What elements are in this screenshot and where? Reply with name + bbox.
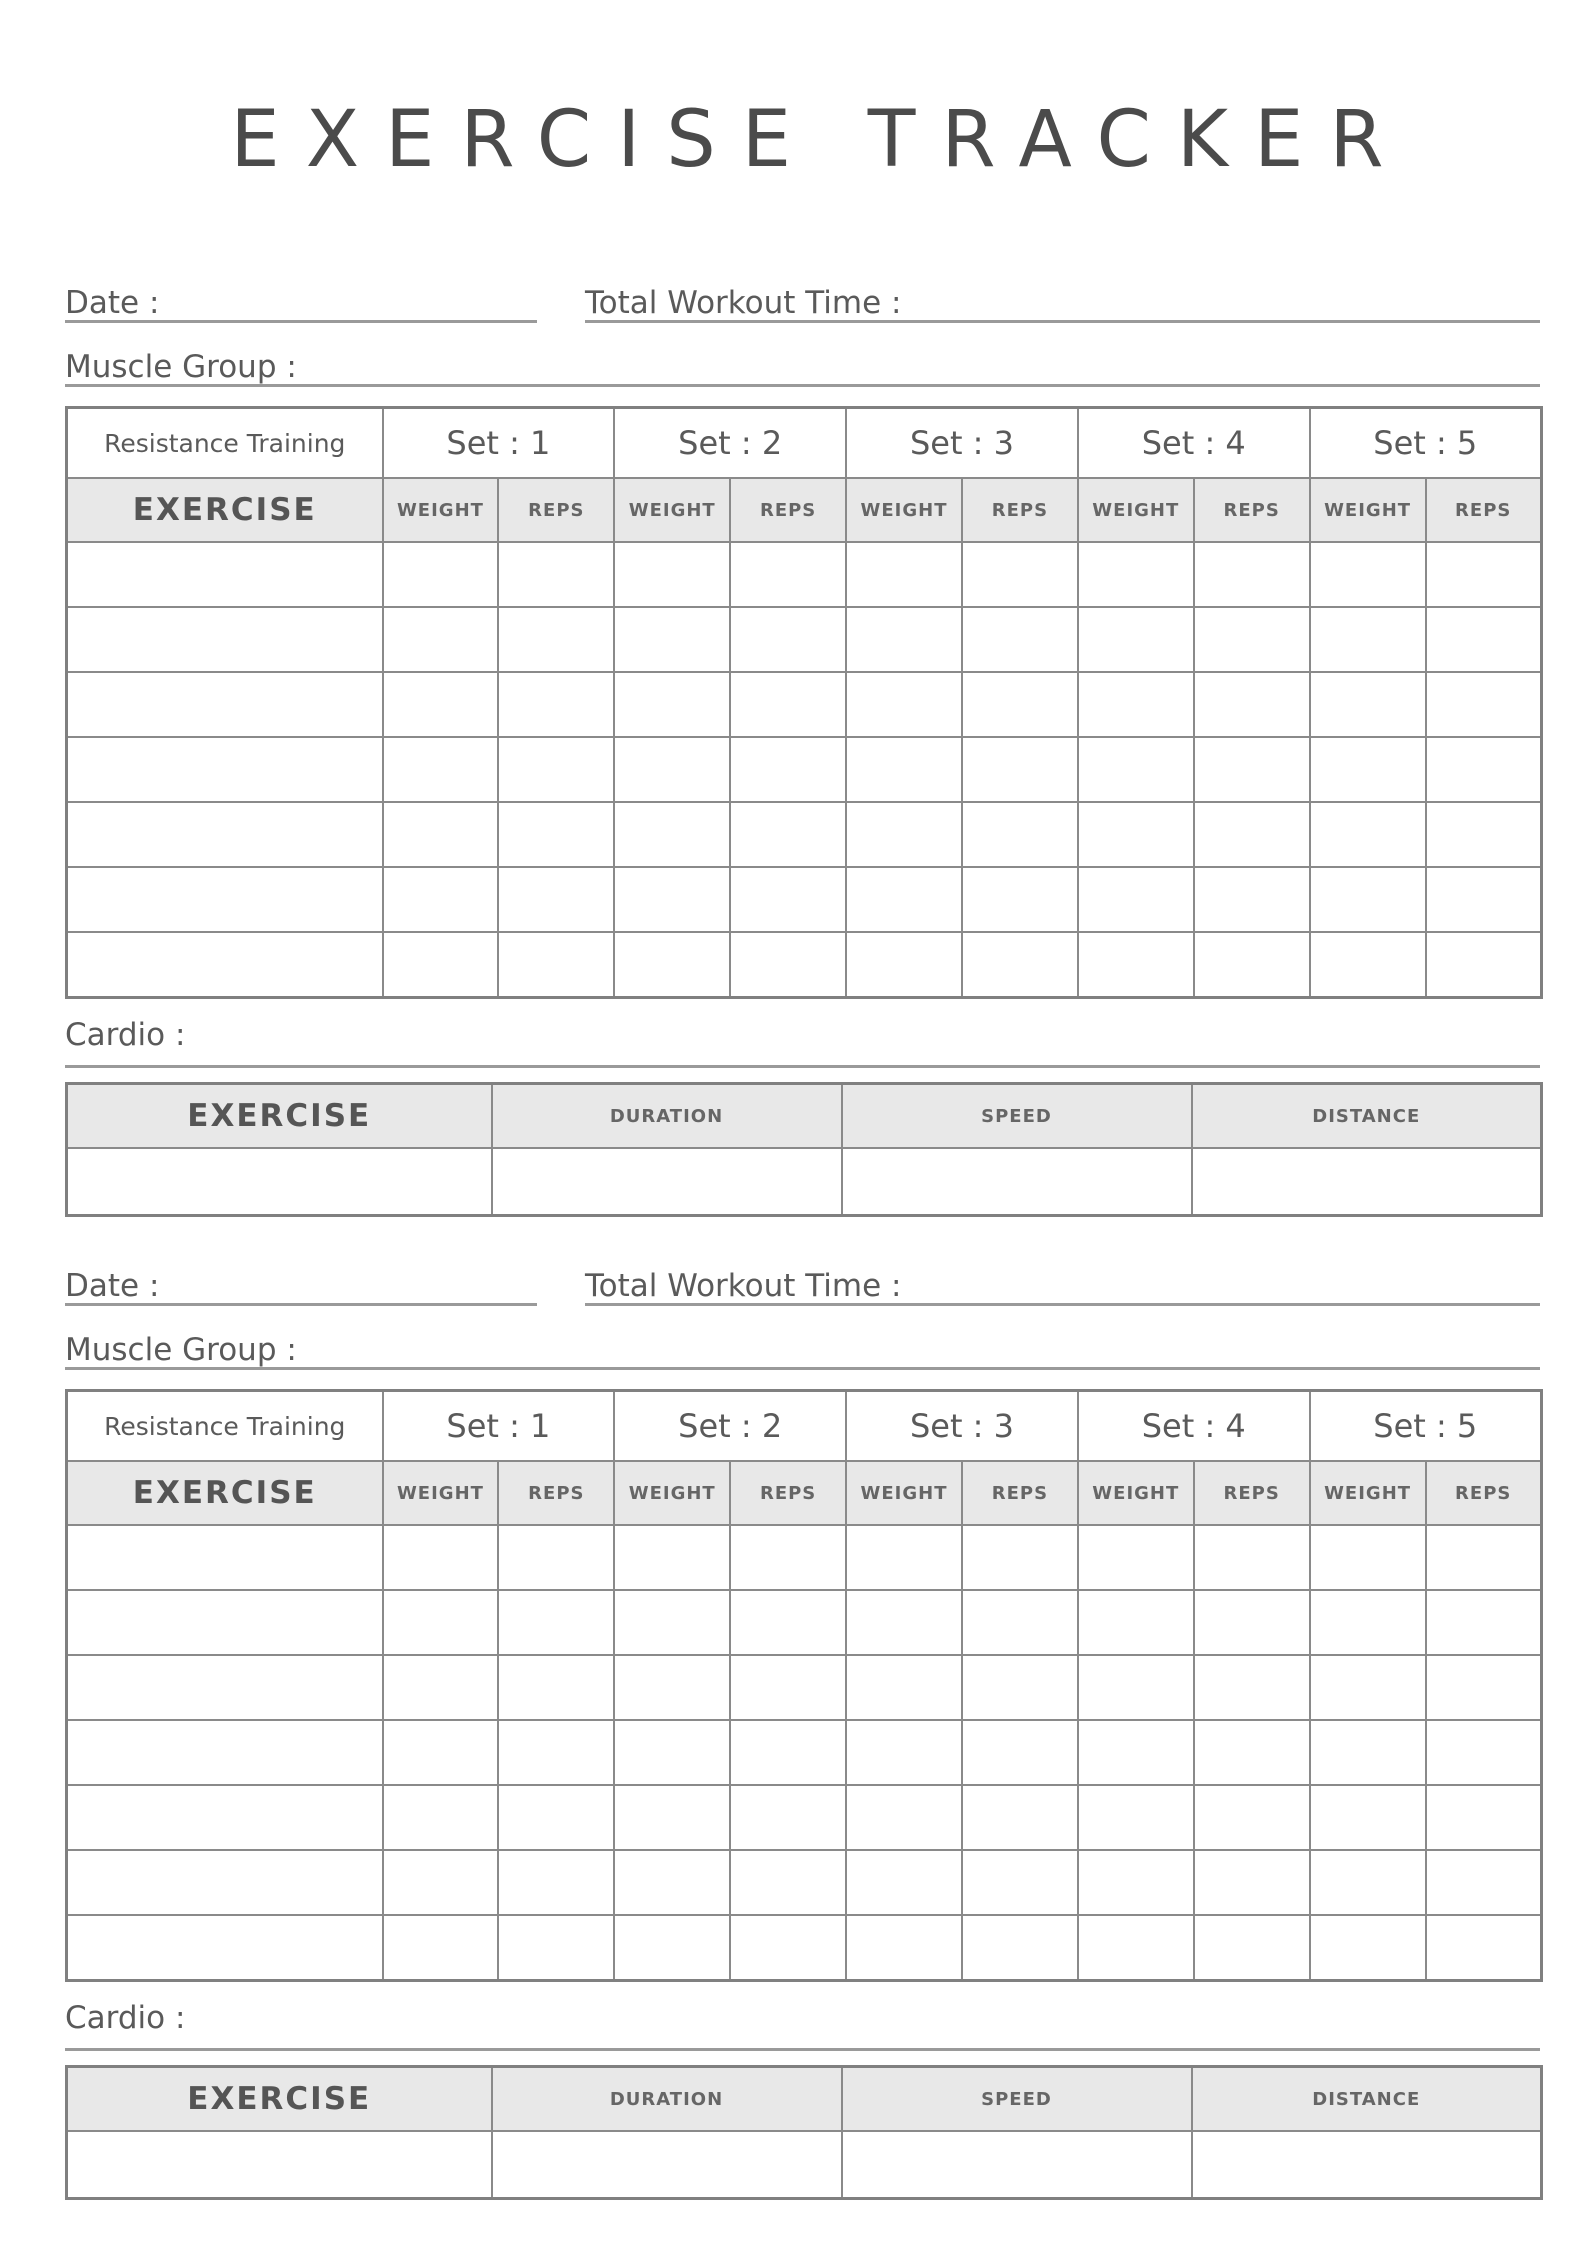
reps-cell[interactable] (962, 1525, 1078, 1590)
reps-cell[interactable] (1194, 1785, 1310, 1850)
reps-cell[interactable] (1194, 607, 1310, 672)
table-row (67, 1850, 1542, 1915)
reps-cell[interactable] (962, 932, 1078, 998)
speed-cell[interactable] (842, 1148, 1192, 1216)
muscle-group-field-line[interactable] (65, 1367, 1540, 1370)
cardio-exercise-header: EXERCISE (67, 2067, 492, 2132)
reps-cell[interactable] (1194, 867, 1310, 932)
reps-cell[interactable] (1426, 1590, 1542, 1655)
weight-cell[interactable] (383, 1655, 499, 1720)
weight-cell[interactable] (846, 802, 962, 867)
set-header: Set : 5 (1310, 408, 1542, 479)
weight-cell[interactable] (1310, 1590, 1426, 1655)
reps-cell[interactable] (498, 542, 614, 607)
table-row (67, 2131, 1542, 2199)
reps-column-header: REPS (498, 1461, 614, 1525)
weight-cell[interactable] (846, 867, 962, 932)
reps-cell[interactable] (962, 1785, 1078, 1850)
reps-cell[interactable] (1426, 1785, 1542, 1850)
weight-cell[interactable] (846, 1720, 962, 1785)
reps-cell[interactable] (1194, 1525, 1310, 1590)
muscle-group-label: Muscle Group : (65, 1332, 297, 1368)
reps-cell[interactable] (1426, 867, 1542, 932)
table-row (67, 737, 1542, 802)
weight-cell[interactable] (1078, 802, 1194, 867)
exercise-cell[interactable] (67, 1590, 383, 1655)
reps-cell[interactable] (498, 1785, 614, 1850)
weight-cell[interactable] (614, 737, 730, 802)
weight-cell[interactable] (1310, 867, 1426, 932)
weight-cell[interactable] (846, 672, 962, 737)
weight-cell[interactable] (1078, 672, 1194, 737)
weight-cell[interactable] (1078, 867, 1194, 932)
cardio-exercise-cell[interactable] (67, 1148, 492, 1216)
reps-cell[interactable] (1426, 1915, 1542, 1981)
resistance-training-table (65, 1389, 1543, 1982)
table-row (67, 1655, 1542, 1720)
weight-column-header: WEIGHT (1310, 1461, 1426, 1525)
reps-cell[interactable] (498, 1720, 614, 1785)
exercise-cell[interactable] (67, 1850, 383, 1915)
reps-cell[interactable] (1426, 1525, 1542, 1590)
reps-cell[interactable] (730, 802, 846, 867)
reps-column-header: REPS (962, 1461, 1078, 1525)
table-row (67, 672, 1542, 737)
reps-cell[interactable] (1426, 802, 1542, 867)
cardio-header-row (67, 1084, 1542, 1149)
reps-cell[interactable] (730, 1525, 846, 1590)
reps-cell[interactable] (730, 932, 846, 998)
weight-cell[interactable] (1078, 737, 1194, 802)
reps-cell[interactable] (962, 1915, 1078, 1981)
reps-cell[interactable] (1194, 672, 1310, 737)
weight-cell[interactable] (383, 1850, 499, 1915)
reps-cell[interactable] (1194, 802, 1310, 867)
weight-cell[interactable] (1078, 1525, 1194, 1590)
exercise-column-header: EXERCISE (67, 478, 383, 542)
table-header-row (67, 1391, 1542, 1462)
weight-column-header: WEIGHT (1310, 478, 1426, 542)
weight-cell[interactable] (1310, 802, 1426, 867)
table-subheader-row (67, 1461, 1542, 1525)
set-header: Set : 1 (383, 1391, 615, 1462)
weight-cell[interactable] (846, 1525, 962, 1590)
weight-column-header: WEIGHT (383, 478, 499, 542)
speed-cell[interactable] (842, 2131, 1192, 2199)
weight-cell[interactable] (383, 867, 499, 932)
duration-header: DURATION (492, 2067, 842, 2132)
reps-cell[interactable] (962, 1655, 1078, 1720)
weight-column-header: WEIGHT (1078, 1461, 1194, 1525)
reps-cell[interactable] (730, 1590, 846, 1655)
weight-cell[interactable] (846, 1785, 962, 1850)
table-row (67, 802, 1542, 867)
weight-cell[interactable] (1310, 1915, 1426, 1981)
weight-cell[interactable] (383, 932, 499, 998)
reps-cell[interactable] (730, 1785, 846, 1850)
weight-cell[interactable] (1078, 607, 1194, 672)
weight-column-header: WEIGHT (614, 1461, 730, 1525)
cardio-exercise-cell[interactable] (67, 2131, 492, 2199)
table-row (67, 1720, 1542, 1785)
weight-cell[interactable] (1310, 672, 1426, 737)
cardio-label: Cardio : (65, 2000, 186, 2036)
weight-cell[interactable] (614, 542, 730, 607)
weight-cell[interactable] (846, 737, 962, 802)
weight-cell[interactable] (383, 1720, 499, 1785)
table-subheader-row (67, 478, 1542, 542)
resistance-training-header: Resistance Training (67, 408, 383, 479)
weight-column-header: WEIGHT (846, 1461, 962, 1525)
reps-cell[interactable] (1426, 607, 1542, 672)
date-field-line[interactable] (65, 320, 537, 323)
exercise-cell[interactable] (67, 607, 383, 672)
reps-column-header: REPS (1426, 1461, 1542, 1525)
page-title: EXERCISE TRACKER (230, 95, 1410, 185)
weight-column-header: WEIGHT (383, 1461, 499, 1525)
weight-cell[interactable] (1078, 1590, 1194, 1655)
table-row (67, 867, 1542, 932)
weight-cell[interactable] (1078, 1785, 1194, 1850)
weight-cell[interactable] (846, 542, 962, 607)
muscle-group-label: Muscle Group : (65, 349, 297, 385)
reps-cell[interactable] (498, 1915, 614, 1981)
reps-cell[interactable] (498, 1655, 614, 1720)
date-field-line[interactable] (65, 1303, 537, 1306)
speed-header: SPEED (842, 2067, 1192, 2132)
total-workout-time-label: Total Workout Time : (585, 285, 902, 321)
weight-cell[interactable] (1310, 1720, 1426, 1785)
distance-cell[interactable] (1192, 1148, 1542, 1216)
weight-cell[interactable] (383, 542, 499, 607)
exercise-cell[interactable] (67, 1525, 383, 1590)
exercise-cell[interactable] (67, 802, 383, 867)
weight-cell[interactable] (1310, 607, 1426, 672)
table-row (67, 1915, 1542, 1981)
reps-cell[interactable] (1426, 672, 1542, 737)
weight-cell[interactable] (1078, 1655, 1194, 1720)
muscle-group-field-line[interactable] (65, 384, 1540, 387)
weight-cell[interactable] (1310, 1785, 1426, 1850)
exercise-column-header: EXERCISE (67, 1461, 383, 1525)
reps-cell[interactable] (1194, 542, 1310, 607)
reps-cell[interactable] (730, 867, 846, 932)
set-header: Set : 2 (614, 1391, 846, 1462)
cardio-field-line[interactable] (65, 2048, 1540, 2051)
weight-cell[interactable] (1310, 1655, 1426, 1720)
exercise-cell[interactable] (67, 542, 383, 607)
reps-cell[interactable] (1426, 1720, 1542, 1785)
exercise-cell[interactable] (67, 737, 383, 802)
reps-cell[interactable] (962, 672, 1078, 737)
reps-cell[interactable] (1194, 932, 1310, 998)
weight-cell[interactable] (383, 737, 499, 802)
table-header-row (67, 408, 1542, 479)
total-workout-time-field-line[interactable] (585, 320, 1540, 323)
weight-cell[interactable] (1078, 542, 1194, 607)
exercise-cell[interactable] (67, 1785, 383, 1850)
weight-column-header: WEIGHT (846, 478, 962, 542)
duration-cell[interactable] (492, 2131, 842, 2199)
total-workout-time-label: Total Workout Time : (585, 1268, 902, 1304)
table-row (67, 1525, 1542, 1590)
cardio-label: Cardio : (65, 1017, 186, 1053)
reps-cell[interactable] (962, 1850, 1078, 1915)
weight-cell[interactable] (1310, 1525, 1426, 1590)
weight-cell[interactable] (614, 867, 730, 932)
reps-cell[interactable] (1426, 932, 1542, 998)
exercise-cell[interactable] (67, 672, 383, 737)
distance-cell[interactable] (1192, 2131, 1542, 2199)
weight-cell[interactable] (614, 932, 730, 998)
set-header: Set : 2 (614, 408, 846, 479)
weight-cell[interactable] (846, 607, 962, 672)
weight-cell[interactable] (614, 1720, 730, 1785)
reps-cell[interactable] (1194, 737, 1310, 802)
reps-cell[interactable] (1194, 1915, 1310, 1981)
exercise-cell[interactable] (67, 1915, 383, 1981)
reps-cell[interactable] (730, 672, 846, 737)
reps-cell[interactable] (962, 737, 1078, 802)
weight-cell[interactable] (383, 672, 499, 737)
date-label: Date : (65, 1268, 160, 1304)
weight-cell[interactable] (614, 1590, 730, 1655)
reps-cell[interactable] (1426, 737, 1542, 802)
cardio-table (65, 1082, 1543, 1217)
duration-header: DURATION (492, 1084, 842, 1149)
weight-cell[interactable] (1078, 932, 1194, 998)
weight-cell[interactable] (1310, 542, 1426, 607)
weight-cell[interactable] (614, 802, 730, 867)
reps-cell[interactable] (962, 867, 1078, 932)
reps-cell[interactable] (498, 1850, 614, 1915)
table-row (67, 1148, 1542, 1216)
cardio-field-line[interactable] (65, 1065, 1540, 1068)
speed-header: SPEED (842, 1084, 1192, 1149)
weight-cell[interactable] (614, 1525, 730, 1590)
weight-cell[interactable] (1078, 1720, 1194, 1785)
reps-column-header: REPS (498, 478, 614, 542)
weight-cell[interactable] (1310, 737, 1426, 802)
reps-cell[interactable] (730, 542, 846, 607)
weight-cell[interactable] (383, 607, 499, 672)
set-header: Set : 3 (846, 408, 1078, 479)
date-label: Date : (65, 285, 160, 321)
weight-cell[interactable] (383, 1590, 499, 1655)
reps-cell[interactable] (498, 1525, 614, 1590)
reps-cell[interactable] (1426, 542, 1542, 607)
weight-cell[interactable] (1078, 1850, 1194, 1915)
weight-cell[interactable] (1310, 1850, 1426, 1915)
reps-column-header: REPS (730, 478, 846, 542)
weight-column-header: WEIGHT (1078, 478, 1194, 542)
table-row (67, 1785, 1542, 1850)
reps-cell[interactable] (730, 737, 846, 802)
weight-cell[interactable] (846, 1915, 962, 1981)
reps-cell[interactable] (962, 607, 1078, 672)
reps-cell[interactable] (1194, 1720, 1310, 1785)
table-row (67, 1590, 1542, 1655)
reps-cell[interactable] (498, 867, 614, 932)
exercise-cell[interactable] (67, 1655, 383, 1720)
reps-cell[interactable] (1426, 1850, 1542, 1915)
reps-column-header: REPS (1194, 1461, 1310, 1525)
weight-cell[interactable] (1310, 932, 1426, 998)
weight-cell[interactable] (1078, 1915, 1194, 1981)
exercise-cell[interactable] (67, 932, 383, 998)
resistance-training-header: Resistance Training (67, 1391, 383, 1462)
weight-cell[interactable] (383, 1785, 499, 1850)
reps-column-header: REPS (962, 478, 1078, 542)
total-workout-time-field-line[interactable] (585, 1303, 1540, 1306)
reps-cell[interactable] (730, 1915, 846, 1981)
set-header: Set : 4 (1078, 408, 1310, 479)
cardio-table (65, 2065, 1543, 2200)
reps-cell[interactable] (498, 802, 614, 867)
weight-cell[interactable] (846, 932, 962, 998)
weight-column-header: WEIGHT (614, 478, 730, 542)
weight-cell[interactable] (846, 1850, 962, 1915)
reps-column-header: REPS (730, 1461, 846, 1525)
cardio-exercise-header: EXERCISE (67, 1084, 492, 1149)
table-row (67, 932, 1542, 998)
weight-cell[interactable] (614, 1850, 730, 1915)
reps-cell[interactable] (1194, 1590, 1310, 1655)
exercise-cell[interactable] (67, 1720, 383, 1785)
reps-cell[interactable] (498, 932, 614, 998)
weight-cell[interactable] (383, 1525, 499, 1590)
distance-header: DISTANCE (1192, 2067, 1542, 2132)
weight-cell[interactable] (614, 1655, 730, 1720)
reps-cell[interactable] (498, 737, 614, 802)
set-header: Set : 1 (383, 408, 615, 479)
weight-cell[interactable] (846, 1590, 962, 1655)
reps-cell[interactable] (962, 1720, 1078, 1785)
reps-cell[interactable] (962, 542, 1078, 607)
cardio-header-row (67, 2067, 1542, 2132)
set-header: Set : 3 (846, 1391, 1078, 1462)
reps-cell[interactable] (1194, 1850, 1310, 1915)
weight-cell[interactable] (614, 1785, 730, 1850)
set-header: Set : 5 (1310, 1391, 1542, 1462)
weight-cell[interactable] (614, 1915, 730, 1981)
exercise-cell[interactable] (67, 867, 383, 932)
reps-cell[interactable] (962, 802, 1078, 867)
reps-cell[interactable] (498, 607, 614, 672)
reps-cell[interactable] (1194, 1655, 1310, 1720)
reps-column-header: REPS (1426, 478, 1542, 542)
table-row (67, 542, 1542, 607)
reps-cell[interactable] (498, 672, 614, 737)
weight-cell[interactable] (383, 802, 499, 867)
resistance-training-table (65, 406, 1543, 999)
distance-header: DISTANCE (1192, 1084, 1542, 1149)
duration-cell[interactable] (492, 1148, 842, 1216)
weight-cell[interactable] (383, 1915, 499, 1981)
set-header: Set : 4 (1078, 1391, 1310, 1462)
weight-cell[interactable] (614, 672, 730, 737)
reps-cell[interactable] (730, 1850, 846, 1915)
reps-column-header: REPS (1194, 478, 1310, 542)
reps-cell[interactable] (730, 1720, 846, 1785)
reps-cell[interactable] (498, 1590, 614, 1655)
weight-cell[interactable] (614, 607, 730, 672)
weight-cell[interactable] (846, 1655, 962, 1720)
table-row (67, 607, 1542, 672)
reps-cell[interactable] (962, 1590, 1078, 1655)
reps-cell[interactable] (1426, 1655, 1542, 1720)
reps-cell[interactable] (730, 607, 846, 672)
reps-cell[interactable] (730, 1655, 846, 1720)
